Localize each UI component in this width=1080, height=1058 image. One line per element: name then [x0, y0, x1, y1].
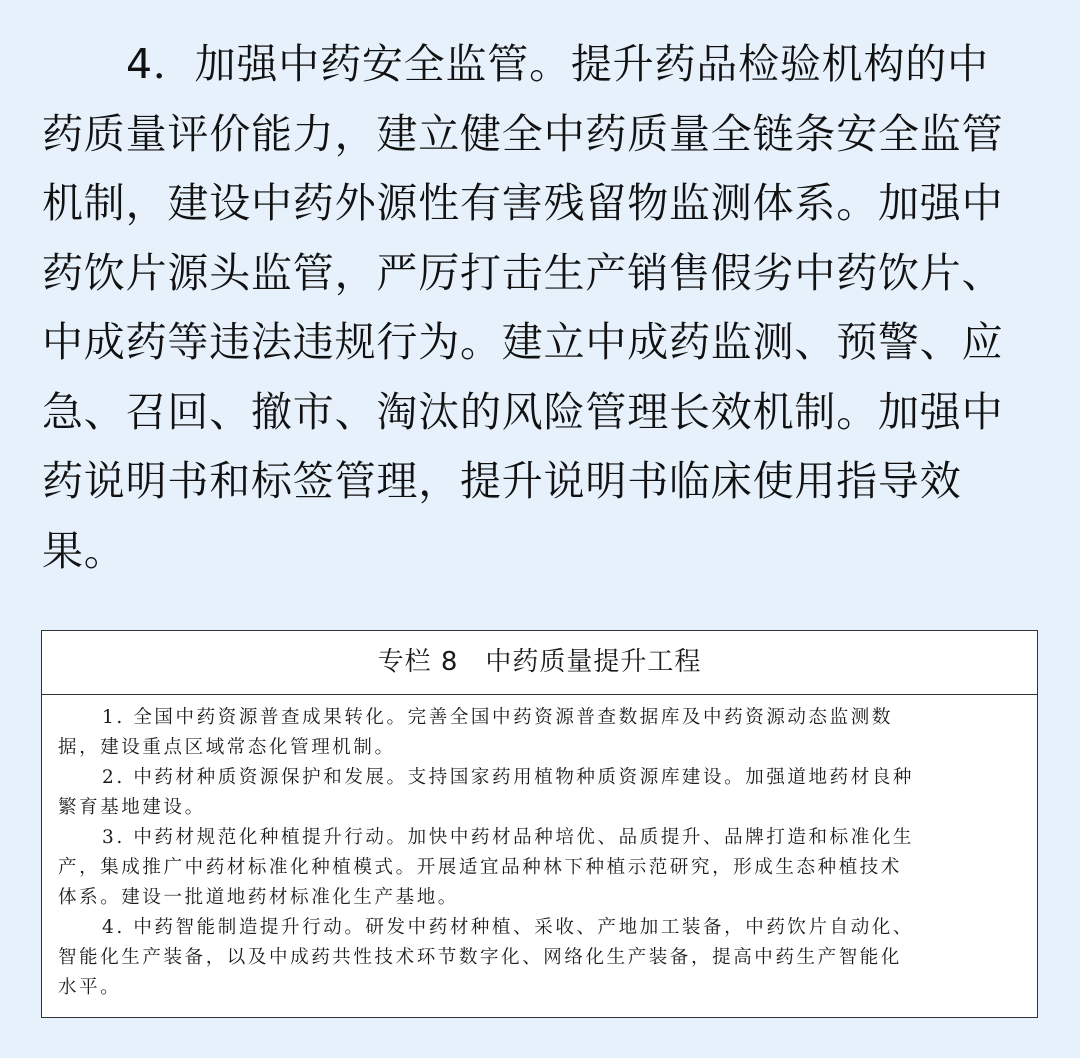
paragraph-line: 急、召回、撤市、淘汰的风险管理长效机制。加强中	[42, 387, 1004, 436]
column-item-line: 智能化生产装备，以及中成药共性技术环节数字化、网络化生产装备，提高中药生产智能化	[58, 947, 903, 968]
column-box	[41, 630, 1038, 1018]
column-box-body	[42, 695, 1037, 1003]
column-item-line: 繁育基地建设。	[58, 797, 206, 818]
column-item-line: 2. 中药材种质资源保护和发展。支持国家药用植物种质资源库建设。加强道地药材良种	[102, 767, 915, 788]
paragraph-line: 药饮片源头监管，严厉打击生产销售假劣中药饮片、	[42, 248, 1004, 297]
column-item-line: 产，集成推广中药材标准化种植模式。开展适宜品种林下种植示范研究，形成生态种植技术	[58, 857, 903, 878]
column-item-line: 4. 中药智能制造提升行动。研发中药材种植、采收、产地加工装备，中药饮片自动化、	[102, 917, 915, 938]
paragraph-line: 药说明书和标签管理，提升说明书临床使用指导效	[42, 457, 962, 505]
column-item-line: 据，建设重点区域常态化管理机制。	[58, 737, 396, 758]
paragraph-line: 中成药等违法违规行为。建立中成药监测、预警、应	[42, 318, 1004, 366]
paragraph-line: 机制，建设中药外源性有害残留物监测体系。加强中	[42, 179, 1004, 227]
main-paragraph	[42, 30, 1042, 586]
column-item-line: 体系。建设一批道地药材标准化生产基地。	[58, 887, 459, 908]
paragraph-line: 果。	[42, 526, 126, 575]
column-item-line: 水平。	[58, 977, 122, 998]
paragraph-line: 药质量评价能力，建立健全中药质量全链条安全监管	[42, 109, 1004, 158]
column-item-line: 1. 全国中药资源普查成果转化。完善全国中药资源普查数据库及中药资源动态监测数	[102, 707, 893, 728]
column-box-title: 专栏 8 中药质量提升工程	[42, 631, 1037, 695]
paragraph-line: 4．加强中药安全监管。提升药品检验机构的中	[126, 40, 989, 88]
column-item-line: 3. 中药材规范化种植提升行动。加快中药材品种培优、品质提升、品牌打造和标准化生	[102, 827, 915, 848]
